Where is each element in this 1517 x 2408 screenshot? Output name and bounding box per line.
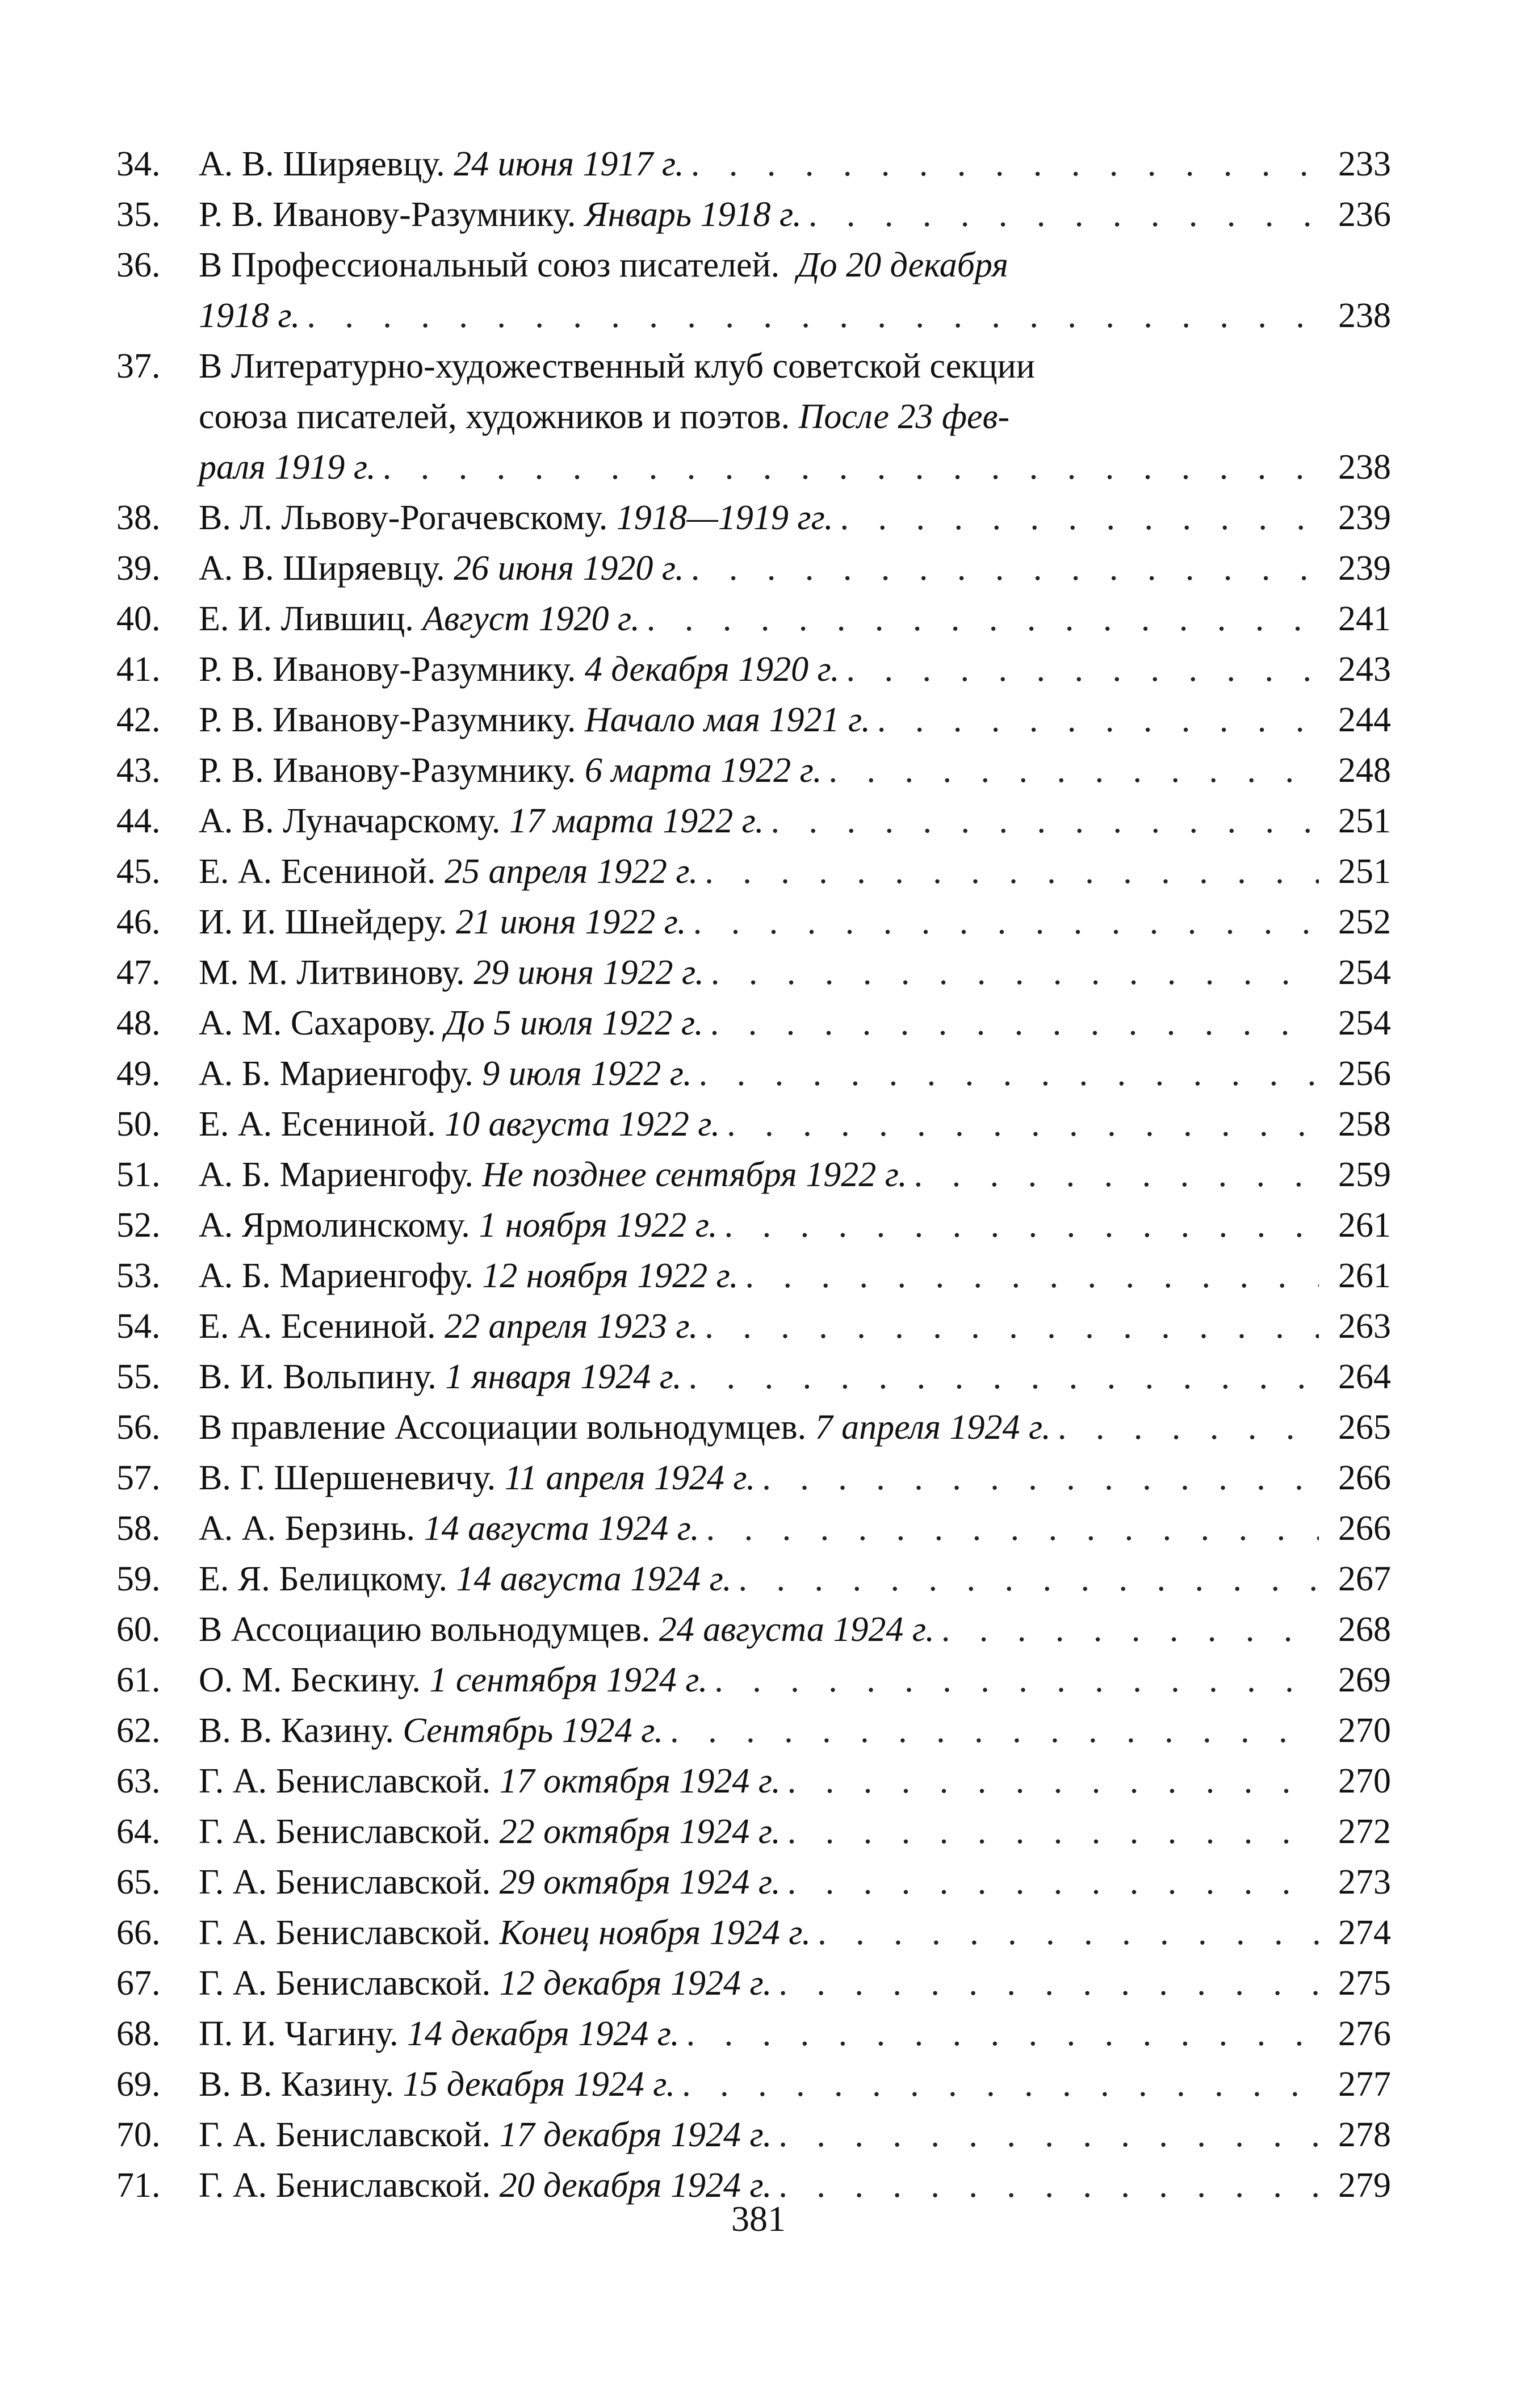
entry-page: 238 xyxy=(1338,448,1391,487)
entry-date: Январь 1918 г. xyxy=(584,195,802,234)
entry-date: До 5 июля 1922 г. xyxy=(445,1004,703,1042)
entry-number: 69. xyxy=(116,2065,161,2104)
entry-date: 1 ноября 1922 г. xyxy=(479,1206,718,1245)
entry-number: 53. xyxy=(116,1257,161,1295)
entry-number: 58. xyxy=(116,1509,161,1548)
entry-date: 25 апреля 1922 г. xyxy=(445,852,698,891)
toc-entry xyxy=(116,998,1391,1049)
entry-page: 269 xyxy=(1338,1661,1391,1699)
entry-number: 48. xyxy=(116,1004,161,1042)
entry-date: 11 апреля 1924 г. xyxy=(504,1459,756,1497)
entry-page: 259 xyxy=(1338,1155,1391,1194)
toc-entry xyxy=(116,2009,1391,2059)
toc-entry xyxy=(116,897,1391,948)
entry-page: 270 xyxy=(1338,1711,1391,1750)
entry-number: 46. xyxy=(116,903,161,941)
entry-recipient: В Профессиональный союз писателей. xyxy=(199,246,780,284)
entry-recipient: В. Г. Шершеневичу. xyxy=(199,1459,496,1497)
entry-date: 9 июля 1922 г. xyxy=(482,1054,692,1093)
entry-page: 244 xyxy=(1338,701,1391,739)
entry-date: 6 марта 1922 г. xyxy=(584,751,822,790)
leader-dots xyxy=(808,190,1319,240)
entry-number: 70. xyxy=(116,2116,161,2154)
entry-number: 59. xyxy=(116,1560,161,1598)
entry-date: После 23 фев- xyxy=(798,397,1010,436)
entry-page: 258 xyxy=(1338,1105,1391,1144)
entry-date: 29 октября 1924 г. xyxy=(499,1863,781,1902)
entry-recipient: Е. А. Есениной. xyxy=(199,1105,436,1144)
entry-number: 47. xyxy=(116,953,161,992)
toc-entry xyxy=(116,1908,1391,1958)
entry-number: 64. xyxy=(116,1812,161,1851)
toc-entry xyxy=(116,1504,1391,1554)
entry-date: 20 декабря 1924 г. xyxy=(499,2166,772,2205)
leader-dots xyxy=(689,1352,1319,1402)
entry-date: 14 августа 1924 г. xyxy=(424,1509,699,1548)
entry-number: 41. xyxy=(116,650,161,689)
entry-number: 67. xyxy=(116,1964,161,2003)
toc-entry xyxy=(116,1706,1391,1756)
toc-entry xyxy=(116,1605,1391,1655)
entry-date: 22 апреля 1923 г. xyxy=(445,1307,698,1346)
entry-number: 57. xyxy=(116,1459,161,1497)
entry-recipient: В Литературно-художественный клуб советской секции xyxy=(199,347,1035,386)
leader-dots xyxy=(818,1908,1319,1958)
entry-number: 60. xyxy=(116,1610,161,1649)
entry-recipient: Е. И. Лившиц. xyxy=(199,600,414,638)
leader-dots xyxy=(762,1453,1319,1504)
entry-number: 37. xyxy=(116,347,161,386)
entry-recipient: А. Ярмолинскому. xyxy=(199,1206,470,1245)
toc-entry xyxy=(116,493,1391,543)
toc-entry xyxy=(116,2059,1391,2110)
entry-recipient: Г. А. Бениславской. xyxy=(199,1762,491,1800)
leader-dots xyxy=(691,543,1319,594)
toc-entry-continuation xyxy=(116,442,1391,493)
toc-entry xyxy=(116,2110,1391,2160)
entry-date: 1 января 1924 г. xyxy=(445,1358,682,1396)
toc-entry xyxy=(116,1150,1391,1200)
entry-page: 238 xyxy=(1338,296,1391,335)
entry-number: 55. xyxy=(116,1358,161,1396)
entry-page: 254 xyxy=(1338,1004,1391,1042)
toc-entry xyxy=(116,543,1391,594)
entry-page: 261 xyxy=(1338,1257,1391,1295)
toc-entry xyxy=(116,1352,1391,1402)
entry-number: 34. xyxy=(116,145,161,183)
leader-dots xyxy=(778,1958,1319,2009)
toc-entry xyxy=(116,240,1391,291)
leader-dots xyxy=(693,897,1319,948)
entry-recipient: Е. Я. Белицкому. xyxy=(199,1560,447,1598)
entry-page: 277 xyxy=(1338,2065,1391,2104)
entry-number: 38. xyxy=(116,499,161,537)
entry-recipient: В. Л. Львову-Рогачевскому. xyxy=(199,499,608,537)
toc-entry xyxy=(116,948,1391,998)
entry-recipient-continuation: союза писателей, художников и поэтов. xyxy=(199,397,790,436)
table-of-contents xyxy=(116,139,1391,2211)
leader-dots xyxy=(670,1706,1319,1756)
toc-entry-continuation xyxy=(116,291,1391,341)
toc-entry xyxy=(116,1756,1391,1807)
entry-number: 65. xyxy=(116,1863,161,1902)
entry-number: 39. xyxy=(116,549,161,588)
toc-entry xyxy=(116,695,1391,746)
leader-dots xyxy=(787,1756,1319,1807)
leader-dots xyxy=(877,695,1319,746)
entry-page: 270 xyxy=(1338,1762,1391,1800)
entry-page: 248 xyxy=(1338,751,1391,790)
entry-date: 22 октября 1924 г. xyxy=(499,1812,781,1851)
toc-entry xyxy=(116,644,1391,695)
entry-date: 24 июня 1917 г. xyxy=(454,145,684,183)
entry-date: 17 марта 1922 г. xyxy=(509,802,764,840)
leader-dots xyxy=(739,1554,1319,1605)
toc-entry xyxy=(116,1857,1391,1908)
entry-page: 275 xyxy=(1338,1964,1391,2003)
leader-dots xyxy=(941,1605,1319,1655)
entry-number: 52. xyxy=(116,1206,161,1245)
toc-entry xyxy=(116,1655,1391,1706)
leader-dots xyxy=(691,139,1319,190)
leader-dots xyxy=(840,493,1319,543)
entry-page: 264 xyxy=(1338,1358,1391,1396)
leader-dots xyxy=(1058,1402,1319,1453)
entry-recipient: А. В. Ширяевцу. xyxy=(199,145,445,183)
leader-dots xyxy=(686,2009,1319,2059)
toc-entry xyxy=(116,1402,1391,1453)
entry-recipient: М. М. Литвинову. xyxy=(199,953,465,992)
leader-dots xyxy=(714,1655,1319,1706)
entry-recipient: А. М. Сахарову. xyxy=(199,1004,436,1042)
entry-page: 263 xyxy=(1338,1307,1391,1346)
toc-entry xyxy=(116,1453,1391,1504)
leader-dots xyxy=(710,998,1319,1049)
entry-number: 50. xyxy=(116,1105,161,1144)
entry-recipient: П. И. Чагину. xyxy=(199,2015,399,2053)
toc-entry xyxy=(116,341,1391,392)
entry-page: 268 xyxy=(1338,1610,1391,1649)
entry-date: Август 1920 г. xyxy=(422,600,640,638)
toc-entry xyxy=(116,1554,1391,1605)
entry-date: 7 апреля 1924 г. xyxy=(815,1408,1051,1447)
toc-entry xyxy=(116,1049,1391,1099)
entry-page: 267 xyxy=(1338,1560,1391,1598)
entry-page: 266 xyxy=(1338,1509,1391,1548)
entry-recipient: И. И. Шнейдеру. xyxy=(199,903,447,941)
toc-entry xyxy=(116,1200,1391,1251)
leader-dots xyxy=(705,847,1319,897)
entry-recipient: А. В. Ширяевцу. xyxy=(199,549,445,588)
entry-date: 26 июня 1920 г. xyxy=(454,549,684,588)
entry-date: Конец ноября 1924 г. xyxy=(499,1913,811,1952)
entry-date: 29 июня 1922 г. xyxy=(473,953,704,992)
entry-number: 36. xyxy=(116,246,161,284)
entry-page: 274 xyxy=(1338,1913,1391,1952)
entry-page: 243 xyxy=(1338,650,1391,689)
entry-recipient: Р. В. Иванову-Разумнику. xyxy=(199,751,576,790)
entry-page: 241 xyxy=(1338,600,1391,638)
entry-page: 276 xyxy=(1338,2015,1391,2053)
entry-recipient: А. Б. Мариенгофу. xyxy=(199,1155,473,1194)
leader-dots xyxy=(778,2110,1319,2160)
leader-dots xyxy=(647,594,1319,644)
entry-recipient: В правление Ассоциации вольнодумцев. xyxy=(199,1408,807,1447)
entry-date: 1 сентября 1924 г. xyxy=(429,1661,708,1699)
entry-number: 51. xyxy=(116,1155,161,1194)
entry-page: 266 xyxy=(1338,1459,1391,1497)
leader-dots xyxy=(914,1150,1319,1200)
entry-recipient: А. А. Берзинь. xyxy=(199,1509,416,1548)
entry-page: 265 xyxy=(1338,1408,1391,1447)
leader-dots xyxy=(705,1301,1319,1352)
toc-entry xyxy=(116,139,1391,190)
entry-recipient: Е. А. Есениной. xyxy=(199,1307,436,1346)
leader-dots xyxy=(724,1200,1319,1251)
entry-recipient: Г. А. Бениславской. xyxy=(199,2166,491,2205)
entry-date: Не позднее сентября 1922 г. xyxy=(482,1155,907,1194)
entry-date-continuation: раля 1919 г. xyxy=(199,448,376,487)
entry-number: 35. xyxy=(116,195,161,234)
leader-dots xyxy=(727,1099,1319,1150)
entry-recipient: А. Б. Мариенгофу. xyxy=(199,1054,473,1093)
entry-recipient: Г. А. Бениславской. xyxy=(199,2116,491,2154)
leader-dots xyxy=(307,291,1319,341)
entry-page: 256 xyxy=(1338,1054,1391,1093)
leader-dots xyxy=(682,2059,1319,2110)
entry-recipient: А. В. Луначарскому. xyxy=(199,802,501,840)
entry-page: 251 xyxy=(1338,802,1391,840)
entry-date: Начало мая 1921 г. xyxy=(584,701,870,739)
leader-dots xyxy=(828,746,1319,796)
entry-page: 239 xyxy=(1338,549,1391,588)
entry-recipient: А. Б. Мариенгофу. xyxy=(199,1257,473,1295)
entry-date: 10 августа 1922 г. xyxy=(445,1105,720,1144)
entry-date-continuation: 1918 г. xyxy=(199,296,300,335)
entry-page: 254 xyxy=(1338,953,1391,992)
toc-entry xyxy=(116,746,1391,796)
entry-page: 251 xyxy=(1338,852,1391,891)
entry-date: 21 июня 1922 г. xyxy=(456,903,686,941)
entry-number: 62. xyxy=(116,1711,161,1750)
leader-dots xyxy=(706,1504,1319,1554)
toc-entry xyxy=(116,190,1391,240)
entry-recipient: В. В. Казину. xyxy=(199,1711,394,1750)
entry-recipient: Г. А. Бениславской. xyxy=(199,1812,491,1851)
entry-number: 71. xyxy=(116,2166,161,2205)
entry-recipient: О. М. Бескину. xyxy=(199,1661,421,1699)
entry-number: 68. xyxy=(116,2015,161,2053)
entry-date: 1918—1919 гг. xyxy=(616,499,833,537)
entry-recipient: Г. А. Бениславской. xyxy=(199,1913,491,1952)
entry-date: 14 декабря 1924 г. xyxy=(407,2015,680,2053)
entry-page: 252 xyxy=(1338,903,1391,941)
toc-entry xyxy=(116,847,1391,897)
entry-recipient: В Ассоциацию вольнодумцев. xyxy=(199,1610,651,1649)
entry-date: 24 августа 1924 г. xyxy=(659,1610,934,1649)
entry-date: 12 декабря 1924 г. xyxy=(499,1964,772,2003)
entry-number: 45. xyxy=(116,852,161,891)
toc-entry xyxy=(116,594,1391,644)
entry-date: 4 декабря 1920 г. xyxy=(584,650,840,689)
entry-date: 17 декабря 1924 г. xyxy=(499,2116,772,2154)
toc-entry xyxy=(116,796,1391,847)
entry-recipient: Г. А. Бениславской. xyxy=(199,1964,491,2003)
entry-recipient: В. В. Казину. xyxy=(199,2065,394,2104)
entry-date: 12 ноября 1922 г. xyxy=(482,1257,739,1295)
entry-date: 15 декабря 1924 г. xyxy=(403,2065,676,2104)
entry-number: 63. xyxy=(116,1762,161,1800)
leader-dots xyxy=(383,442,1319,493)
leader-dots xyxy=(771,796,1319,847)
leader-dots xyxy=(745,1251,1319,1301)
entry-page: 278 xyxy=(1338,2116,1391,2154)
leader-dots xyxy=(787,1807,1319,1857)
toc-entry xyxy=(116,1807,1391,1857)
entry-number: 56. xyxy=(116,1408,161,1447)
entry-number: 61. xyxy=(116,1661,161,1699)
entry-page: 239 xyxy=(1338,499,1391,537)
entry-page: 261 xyxy=(1338,1206,1391,1245)
entry-date: 14 августа 1924 г. xyxy=(456,1560,732,1598)
entry-recipient: Р. В. Иванову-Разумнику. xyxy=(199,650,576,689)
toc-entry xyxy=(116,1301,1391,1352)
entry-date: До 20 декабря xyxy=(797,246,1008,284)
entry-recipient: Е. А. Есениной. xyxy=(199,852,436,891)
entry-number: 49. xyxy=(116,1054,161,1093)
leader-dots xyxy=(711,948,1319,998)
leader-dots xyxy=(699,1049,1319,1099)
entry-recipient: В. И. Вольпину. xyxy=(199,1358,437,1396)
entry-page: 279 xyxy=(1338,2166,1391,2205)
entry-date: Сентябрь 1924 г. xyxy=(403,1711,664,1750)
entry-number: 40. xyxy=(116,600,161,638)
entry-page: 236 xyxy=(1338,195,1391,234)
entry-number: 42. xyxy=(116,701,161,739)
leader-dots xyxy=(846,644,1319,695)
entry-date: 17 октября 1924 г. xyxy=(499,1762,781,1800)
entry-page: 272 xyxy=(1338,1812,1391,1851)
entry-number: 43. xyxy=(116,751,161,790)
entry-page: 273 xyxy=(1338,1863,1391,1902)
page-number: 381 xyxy=(731,2198,786,2239)
entry-page: 233 xyxy=(1338,145,1391,183)
entry-recipient: Г. А. Бениславской. xyxy=(199,1863,491,1902)
toc-entry-continuation xyxy=(116,392,1391,442)
entry-number: 54. xyxy=(116,1307,161,1346)
toc-entry xyxy=(116,1958,1391,2009)
entry-number: 66. xyxy=(116,1913,161,1952)
entry-number: 44. xyxy=(116,802,161,840)
entry-recipient: Р. В. Иванову-Разумнику. xyxy=(199,195,576,234)
toc-entry xyxy=(116,1251,1391,1301)
toc-entry xyxy=(116,1099,1391,1150)
leader-dots xyxy=(787,1857,1319,1908)
entry-recipient: Р. В. Иванову-Разумнику. xyxy=(199,701,576,739)
